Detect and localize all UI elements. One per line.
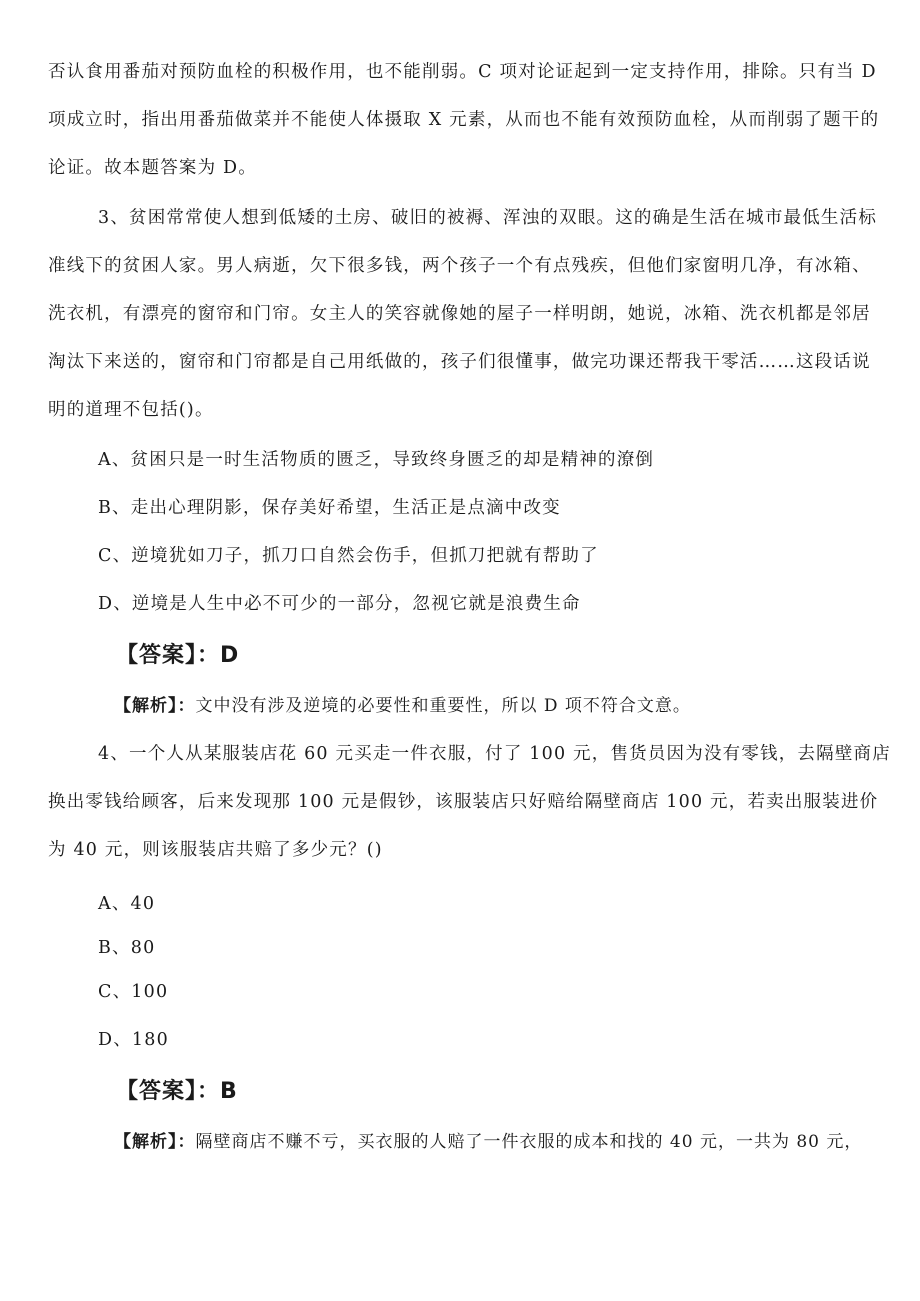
q3-stem-line-4: 淘汰下来送的，窗帘和门帘都是自己用纸做的，孩子们很懂事，做完功课还帮我干零活……这段话说 <box>48 352 871 372</box>
q4-analysis <box>114 1130 862 1154</box>
prev-analysis-line-2: 项成立时，指出用番茄做菜并不能使人体摄取 X 元素，从而也不能有效预防血栓，从而削弱了题干的 <box>48 110 880 130</box>
q3-analysis <box>114 694 691 718</box>
q4-stem-line-1: 4、一个人从某服装店花 60 元买走一件衣服，付了 100 元，售货员因为没有零钱，去隔壁商店 <box>98 744 891 764</box>
q3-option-d: D、逆境是人生中必不可少的一部分，忽视它就是浪费生命 <box>98 594 581 614</box>
q3-stem-line-2: 准线下的贫困人家。男人病逝，欠下很多钱，两个孩子一个有点残疾，但他们家窗明几净，有冰箱、 <box>48 256 871 276</box>
q4-answer: 【答案】：B <box>116 1079 238 1104</box>
q3-stem-line-3: 洗衣机，有漂亮的窗帘和门帘。女主人的笑容就像她的屋子一样明朗，她说，冰箱、洗衣机都是邻居 <box>48 304 871 324</box>
q4-analysis-tag: 【解析】： <box>114 1132 196 1152</box>
q4-option-d: D、180 <box>98 1030 169 1050</box>
q3-option-a: A、贫困只是一时生活物质的匮乏，导致终身匮乏的却是精神的潦倒 <box>98 450 655 470</box>
q3-analysis-tag: 【解析】： <box>114 696 196 716</box>
prev-analysis-line-1: 否认食用番茄对预防血栓的积极作用，也不能削弱。C 项对论证起到一定支持作用，排除。只有当 D <box>48 62 877 82</box>
q4-stem-line-3: 为 40 元，则该服装店共赔了多少元？() <box>48 840 383 860</box>
q4-option-b: B、80 <box>98 938 156 958</box>
q3-stem-line-1: 3、贫困常常使人想到低矮的土房、破旧的被褥、浑浊的双眼。这的确是生活在城市最低生活标 <box>98 208 878 228</box>
q3-analysis-text: 文中没有涉及逆境的必要性和重要性，所以 D 项不符合文意。 <box>195 696 691 716</box>
q3-option-c: C、逆境犹如刀子，抓刀口自然会伤手，但抓刀把就有帮助了 <box>98 546 599 566</box>
prev-analysis-line-3: 论证。故本题答案为 D。 <box>48 158 257 178</box>
q3-option-b: B、走出心理阴影，保存美好希望，生活正是点滴中改变 <box>98 498 561 518</box>
q4-analysis-text: 隔壁商店不赚不亏，买衣服的人赔了一件衣服的成本和找的 40 元，一共为 80 元， <box>195 1132 863 1152</box>
q4-stem-line-2: 换出零钱给顾客，后来发现那 100 元是假钞，该服装店只好赔给隔壁商店 100 元，若卖出服装进价 <box>48 792 879 812</box>
q3-answer: 【答案】：D <box>116 643 240 668</box>
q3-stem-line-5: 明的道理不包括()。 <box>48 400 214 420</box>
q4-option-c: C、100 <box>98 982 169 1002</box>
q4-option-a: A、40 <box>98 894 156 914</box>
